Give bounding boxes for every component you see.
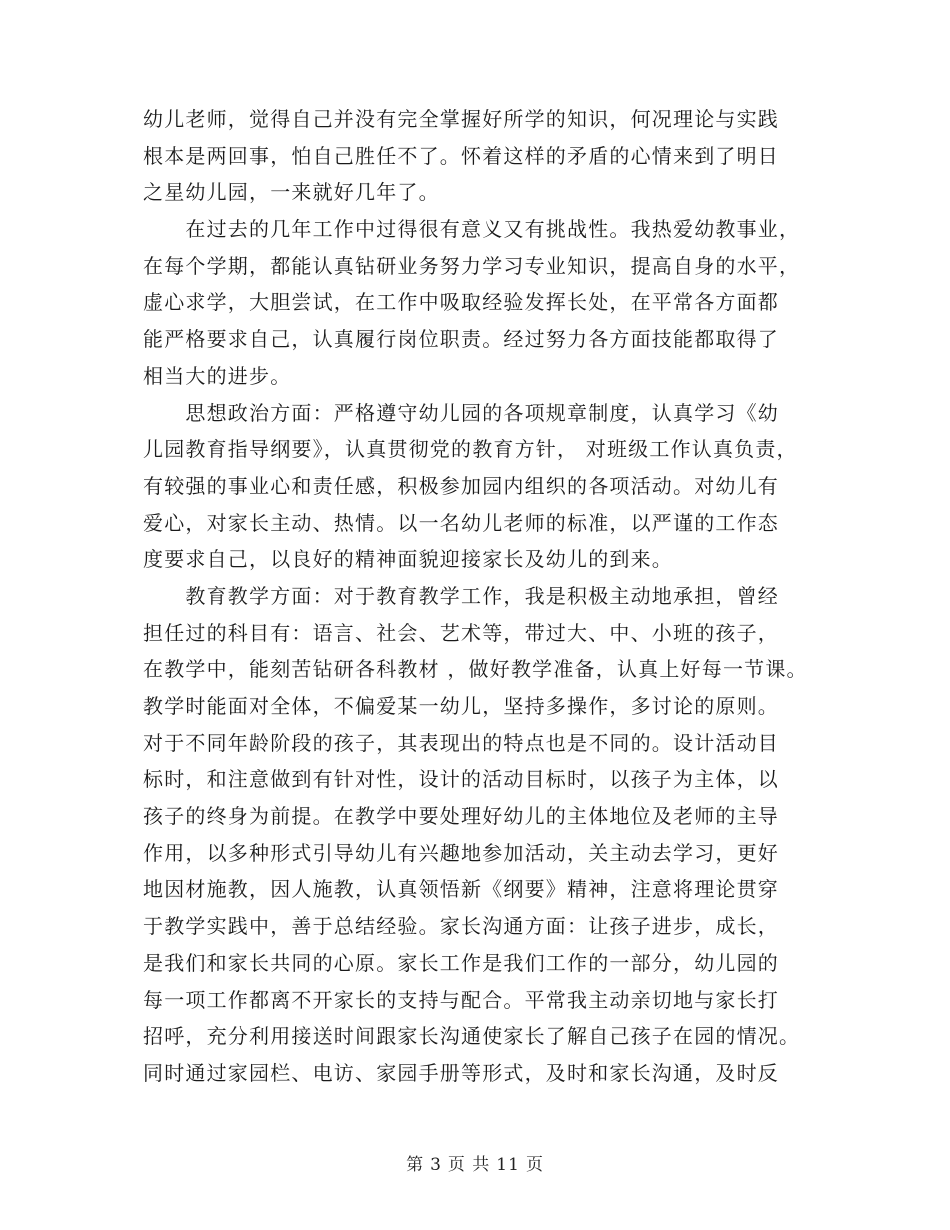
text-line: 担任过的科目有：语言、社会、艺术等，带过大、中、小班的孩子， [143,620,779,645]
text-line: 度要求自己，以良好的精神面貌迎接家长及幼儿的到来。 [143,547,673,572]
text-line: 标时，和注意做到有针对性，设计的活动目标时，以孩子为主体，以 [143,767,779,792]
footer-middle: 页 共 [447,1155,491,1175]
text-line: 相当大的进步。 [143,363,292,388]
text-line: 于教学实践中，善于总结经验。家长沟通方面：让孩子进步，成长， [143,914,779,939]
text-line: 之星幼儿园，一来就好几年了。 [143,180,440,205]
text-line: 教育教学方面：对于教育教学工作，我是积极主动地承担，曾经 [143,583,779,608]
text-line: 有较强的事业心和责任感，积极参加园内组织的各项活动。对幼儿有 [143,473,779,498]
text-line: 在每个学期，都能认真钻研业务努力学习专业知识，提高自身的水平， [143,253,801,278]
text-line: 幼儿老师，觉得自己并没有完全掌握好所学的知识，何况理论与实践 [143,107,779,131]
text-line: 儿园教育指导纲要》，认真贯彻党的教育方针， 对班级工作认真负责， [143,437,798,462]
page-number: 3 [430,1155,442,1175]
body-text [143,101,833,1092]
text-line: 作用，以多种形式引导幼儿有兴趣地参加活动，关主动去学习，更好 [143,840,779,865]
footer-prefix: 第 [406,1155,425,1175]
page-footer [0,1150,950,1175]
footer-suffix: 页 [525,1155,544,1175]
text-line: 在过去的几年工作中过得很有意义又有挑战性。我热爱幼教事业， [143,217,801,242]
total-pages: 11 [496,1155,520,1175]
text-line: 在教学中，能刻苦钻研各科教材 ，做好教学准备，认真上好每一节课。 [143,657,808,682]
text-line: 招呼，充分利用接送时间跟家长沟通使家长了解自己孩子在园的情况。 [143,1024,801,1049]
text-line: 每一项工作都离不开家长的支持与配合。平常我主动亲切地与家长打 [143,987,779,1012]
text-line: 地因材施教，因人施教，认真领悟新《纲要》精神，注意将理论贯穿 [143,877,779,902]
text-line: 思想政治方面：严格遵守幼儿园的各项规章制度，认真学习《幼 [143,400,779,425]
text-line: 对于不同年龄阶段的孩子，其表现出的特点也是不同的。设计活动目 [143,730,779,755]
text-line: 爱心，对家长主动、热情。以一名幼儿老师的标准，以严谨的工作态 [143,510,779,535]
text-line: 教学时能面对全体，不偏爱某一幼儿，坚持多操作，多讨论的原则。 [143,694,779,718]
text-line: 根本是两回事，怕自己胜任不了。怀着这样的矛盾的心情来到了明日 [143,143,779,168]
text-line: 孩子的终身为前提。在教学中要处理好幼儿的主体地位及老师的主导 [143,804,779,829]
text-line: 是我们和家长共同的心原。家长工作是我们工作的一部分，幼儿园的 [143,950,779,975]
text-line: 同时通过家园栏、电访、家园手册等形式，及时和家长沟通，及时反 [143,1060,779,1085]
text-line: 虚心求学，大胆尝试，在工作中吸取经验发挥长处，在平常各方面都 [143,290,779,315]
text-line: 能严格要求自己，认真履行岗位职责。经过努力各方面技能都取得了 [143,327,779,352]
